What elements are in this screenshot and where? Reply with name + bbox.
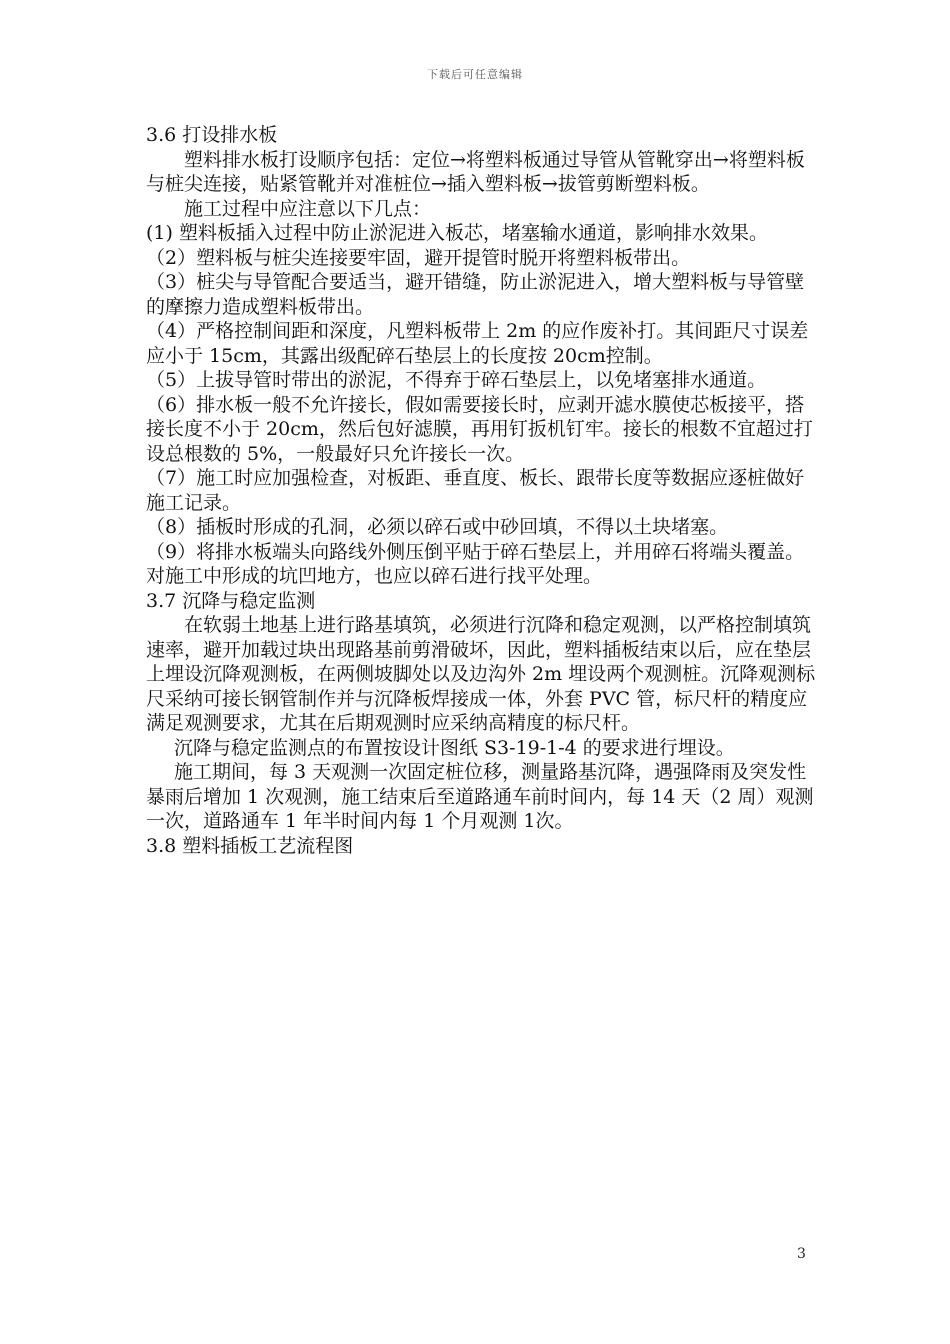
note-item-9: （9）将排水板端头向路线外侧压倒平贴于碎石垫层上，并用碎石将端头覆盖。对施工中形成的坑凹地方，也应以碎石进行找平处理。 [146, 540, 805, 587]
note-item-3: （3）桩尖与导管配合要适当，避开错缝，防止淤泥进入，增大塑料板与导管壁的摩擦力造成塑料板带出。 [146, 271, 805, 318]
note-item-8: （8）插板时形成的孔洞，必须以碎石或中砂回填，不得以土块堵塞。 [146, 516, 729, 538]
note-item-7: （7）施工时应加强检查，对板距、垂直度、板长、跟带长度等数据应逐桩做好施工记录。 [146, 467, 805, 514]
document-body [146, 123, 816, 858]
note-item-4: （4）严格控制间距和深度，凡塑料板带上 2m 的应作废补打。其间距尺寸误差应小于 15cm，其露出级配碎石垫层上的长度按 20cm控制。 [146, 320, 809, 367]
page-number: 3 [797, 1246, 806, 1262]
section-heading-3-8: 3.8 塑料插板工艺流程图 [146, 834, 354, 857]
section-3-7-paragraph-2: 沉降与稳定监测点的布置按设计图纸 S3-19-1-4 的要求进行埋设。 [174, 736, 735, 759]
section-3-6-notes-intro: 施工过程中应注意以下几点： [184, 197, 432, 220]
section-3-6-intro: 塑料排水板打设顺序包括：定位→将塑料板通过导管从管靴穿出→将塑料板与桩尖连接，贴紧管靴并对准桩位→插入塑料板→拔管剪断塑料板。 [146, 148, 805, 195]
note-item-1: (1) 塑料板插入过程中防止淤泥进入板芯，堵塞输水通道，影响排水效果。 [146, 222, 768, 244]
note-item-6: （6）排水板一般不允许接长，假如需要接长时，应剥开滤水膜使芯板接平，搭接长度不小于 20cm，然后包好滤膜，再用钉扳机钉牢。接长的根数不宜超过打设总根数的 5%，一般最好只允许接长一次。 [146, 393, 813, 465]
note-item-5: （5）上拔导管时带出的淤泥，不得弃于碎石垫层上，以免堵塞排水通道。 [146, 369, 767, 391]
section-heading-3-6: 3.6 打设排水板 [146, 124, 278, 146]
section-heading-3-7: 3.7 沉降与稳定监测 [146, 589, 316, 612]
section-3-7-paragraph-3: 施工期间，每 3 天观测一次固定桩位移，测量路基沉降，遇强降雨及突发性暴雨后增加 1 次观测，施工结束后至道路通车前时间内，每 14 天（2 周）观测一次，道路通车 1 年半时间内每 1 个月观测 1次。 [146, 761, 814, 832]
note-item-2: （2）塑料板与桩尖连接要牢固，避开提管时脱开将塑料板带出。 [146, 246, 691, 269]
section-3-7-paragraph-1: 在软弱土地基上进行路基填筑，必须进行沉降和稳定观测，以严格控制填筑速率，避开加载过块出现路基前剪滑破坏，因此，塑料插板结束以后，应在垫层上埋设沉降观测板，在两侧坡脚处以及边沟外 2m 埋设两个观测桩。沉降观测标尺采纳可接长钢管制作并与沉降板焊接成一体，外套 PVC 管，标尺杆的精度应满足观测要求，尤其在后期观测时应采纳高精度的标尺杆。 [146, 614, 816, 734]
header-note: 下载后可任意编辑 [427, 68, 523, 81]
